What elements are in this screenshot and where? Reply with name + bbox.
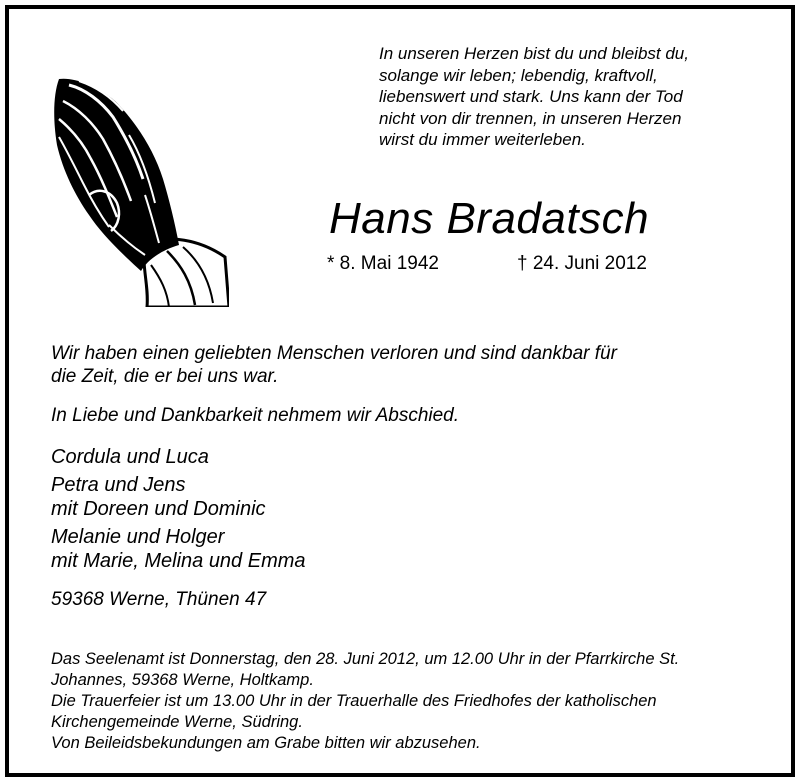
thanks-line: die Zeit, die er bei uns war. [51, 366, 279, 387]
notice-line: Von Beileidsbekundungen am Grabe bitten wir abzusehen. [51, 734, 481, 752]
notice-line: Kirchengemeinde Werne, Südring. [51, 713, 303, 731]
poem-line: wirst du immer weiterleben. [379, 130, 586, 149]
family-entry [51, 473, 741, 521]
farewell-line: In Liebe und Dankbarkeit nehmem wir Abschied. [51, 405, 460, 426]
family-line: Cordula und Luca [51, 446, 209, 468]
praying-hands-icon [49, 75, 229, 307]
poem-line: In unseren Herzen bist du und bleibst du, [379, 44, 689, 63]
birth-date: * 8. Mai 1942 [327, 253, 439, 274]
address: 59368 Werne, Thünen 47 [51, 589, 267, 610]
notice-line: Johannes, 59368 Werne, Holtkamp. [51, 671, 314, 689]
family-line: Petra und Jens [51, 474, 186, 496]
family-line: mit Doreen und Dominic [51, 498, 266, 520]
notice-line: Die Trauerfeier ist um 13.00 Uhr in der Trauerhalle des Friedhofes der katholischen [51, 692, 657, 710]
funeral-notice [51, 649, 761, 754]
main-text [51, 342, 741, 612]
poem-line: nicht von dir trennen, in unseren Herzen [379, 108, 682, 128]
family-entry [51, 525, 741, 573]
death-date: † 24. Juni 2012 [517, 253, 647, 274]
family-line: mit Marie, Melina und Emma [51, 550, 306, 572]
poem-line: liebenswert und stark. Uns kann der Tod [379, 87, 683, 106]
poem [379, 43, 735, 151]
family-list [51, 445, 741, 573]
obituary-frame [5, 5, 795, 777]
deceased-name: Hans Bradatsch [329, 194, 650, 243]
poem-line: solange wir leben; lebendig, kraftvoll, [379, 65, 658, 85]
family-line: Melanie und Holger [51, 526, 225, 548]
notice-line: Das Seelenamt ist Donnerstag, den 28. Juni 2012, um 12.00 Uhr in der Pfarrkirche St. [51, 650, 680, 668]
thanks-line: Wir haben einen geliebten Menschen verloren und sind dankbar für [51, 343, 617, 364]
family-entry [51, 445, 741, 469]
